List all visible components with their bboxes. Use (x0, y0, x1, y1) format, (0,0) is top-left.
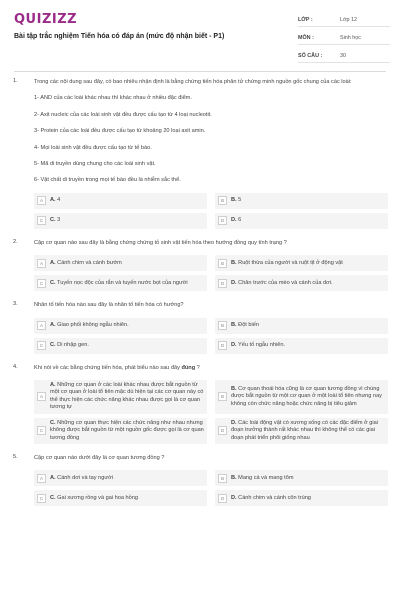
answer-option-c[interactable] (34, 275, 207, 291)
option-letter-box: A (37, 259, 46, 268)
answer-option-c[interactable] (34, 213, 207, 229)
option-value: Ruột thừa của người và ruột tịt ở động vật (238, 259, 343, 266)
option-text (231, 495, 385, 502)
option-label: A. (50, 259, 56, 266)
option-text (231, 342, 385, 349)
meta-key: LỚP : (298, 16, 313, 23)
answer-option-c[interactable] (34, 418, 207, 444)
option-label: C. (50, 419, 56, 426)
header-divider (14, 71, 386, 72)
option-letter-box: B (218, 392, 227, 401)
question-statement: 6- Vật chất di truyền trong mọi tế bào đều là nhiễm sắc thể. (34, 177, 181, 184)
option-value: Những cơ quan thực hiện các chức năng như nhau nhưng không được bắt nguồn từ một nguồn gốc được gọi là cơ quan tương đồng (50, 419, 204, 441)
answer-options (34, 193, 388, 229)
option-text (50, 475, 204, 482)
answer-option-a[interactable] (34, 470, 207, 486)
answer-option-b[interactable] (215, 255, 388, 271)
question-statement: 5- Mã di truyền dùng chung cho các loài sinh vật. (34, 161, 156, 168)
option-value: Giao phối không ngẫu nhiên. (57, 321, 129, 328)
option-text (50, 420, 204, 442)
question-text-part: ? (195, 364, 200, 371)
question-statement: 2- Axit nucleic của các loài sinh vật đều được cấu tạo từ 4 loại nucleotit. (34, 111, 212, 118)
option-letter-box: A (37, 474, 46, 483)
question-number: 1. (13, 78, 18, 84)
option-text (231, 420, 385, 442)
option-letter-box: A (37, 321, 46, 330)
question-statement: 3- Protein của các loài đều được cấu tạo từ khoảng 20 loại axit amin. (34, 128, 206, 135)
question-text: Trong các nội dung sau đây, có bao nhiêu nhận định là bằng chứng tiến hóa phân tử chứng minh nguồn gốc chung của các loài: (34, 79, 352, 85)
answer-option-b[interactable] (215, 318, 388, 334)
option-label: A. (50, 321, 56, 328)
answer-option-a[interactable] (34, 380, 207, 414)
option-text (231, 197, 385, 204)
answer-option-d[interactable] (215, 213, 388, 229)
option-text (231, 322, 385, 329)
question-text: Nhân tố tiến hóa nào sau đây là nhân tố tiến hóa có hướng? (34, 302, 184, 309)
question-emphasis: đúng (181, 364, 196, 371)
option-label: B. (231, 321, 237, 328)
answer-options (34, 470, 388, 506)
question-5 (0, 454, 400, 506)
question-number: 2. (13, 238, 18, 245)
meta-value: 30 (340, 52, 346, 59)
option-label: D. (231, 341, 237, 348)
meta-value: Lớp 12 (340, 16, 358, 23)
worksheet-header (0, 0, 400, 66)
option-value: Đột biến (238, 321, 259, 328)
option-value: Tuyến nọc độc của rắn và tuyến nước bọt của người (57, 279, 188, 286)
option-letter-box: C (37, 426, 46, 435)
option-label: C. (50, 341, 56, 348)
option-letter-box: C (37, 341, 46, 350)
option-letter-box: B (218, 474, 227, 483)
option-label: D. (231, 279, 237, 286)
option-value: Các loài động vật có xương sống có các đặc điểm ở giai đoạn trưởng thành rất khác nhau thì không thể có các giai đoạn phát triển phôi giống nhau (231, 419, 378, 441)
option-letter-box: A (37, 196, 46, 205)
answer-options (34, 255, 388, 291)
meta-row-class (298, 13, 390, 27)
option-text (231, 280, 385, 287)
answer-option-d[interactable] (215, 275, 388, 291)
option-text (50, 382, 204, 412)
option-value: Yếu tố ngẫu nhiên. (238, 341, 286, 348)
option-text (231, 260, 385, 267)
option-value: 6 (238, 217, 242, 224)
answer-options (34, 380, 388, 444)
option-letter-box: D (218, 216, 227, 225)
option-label: A. (50, 197, 56, 204)
meta-key: SỐ CÂU : (298, 52, 323, 59)
option-label: C. (50, 494, 56, 501)
option-text (50, 495, 204, 502)
option-letter-box: D (218, 494, 227, 503)
question-number: 4. (13, 363, 18, 370)
option-letter-box: C (37, 494, 46, 503)
option-text (50, 322, 204, 329)
option-value: Chân trước của mèo và cánh của dơi. (238, 279, 333, 286)
question-number: 5. (13, 453, 18, 460)
option-text (231, 475, 385, 482)
option-label: B. (231, 197, 237, 204)
question-2 (0, 239, 400, 291)
answer-option-b[interactable] (215, 470, 388, 486)
answer-option-d[interactable] (215, 490, 388, 506)
quizizz-logo[interactable]: QUIZIZZ (14, 12, 78, 27)
question-3 (0, 301, 400, 353)
option-letter-box: D (218, 341, 227, 350)
option-value: Cánh dơi và tay người (57, 474, 114, 481)
question-statement: 4- Mọi loài sinh vật đều được cấu tạo từ tế bào. (34, 144, 152, 151)
option-value: Cánh chim và cánh bướm (57, 259, 122, 266)
question-text-part: Khi nói về các bằng chứng tiến hóa, phát biểu nào sau đây (34, 364, 182, 371)
option-letter-box: B (218, 196, 227, 205)
meta-value: Sinh học (340, 34, 361, 41)
option-label: C. (50, 279, 56, 286)
question-1 (0, 78, 400, 229)
answer-option-b[interactable] (215, 380, 388, 414)
option-letter-box: C (37, 216, 46, 225)
question-text: Cặp cơ quan nào dưới đây là cơ quan tương đồng ? (34, 454, 165, 461)
option-value: 5 (238, 197, 242, 204)
option-value: 3 (57, 217, 61, 224)
option-label: B. (231, 474, 237, 481)
option-value: Cánh chim và cánh côn trùng (238, 494, 311, 501)
question-number: 3. (13, 301, 18, 308)
option-text (50, 197, 204, 204)
option-label: A. (50, 382, 56, 389)
question-text (34, 364, 388, 372)
answer-option-d[interactable] (215, 418, 388, 444)
option-text (231, 386, 385, 408)
answer-option-a[interactable] (34, 318, 207, 334)
page-title: Bài tập trắc nghiệm Tiến hóa có đáp án (mức độ nhận biết - P1) (14, 33, 225, 40)
option-letter-box: B (218, 321, 227, 330)
option-label: D. (231, 419, 237, 426)
option-label: D. (231, 217, 237, 224)
answer-option-b[interactable] (215, 193, 388, 209)
option-label: B. (231, 259, 237, 266)
option-value: Những cơ quan ở các loài khác nhau được bắt nguồn từ một cơ quan ở loài tổ tiên mặc dù hiện tại các cơ quan này có thể thực hiện các chức năng khác nhau được gọi là cơ quan tương tự (50, 382, 204, 411)
option-letter-box: A (37, 392, 46, 401)
option-label: D. (231, 494, 237, 501)
question-list (0, 78, 400, 516)
meta-row-count (298, 49, 390, 63)
option-label: B. (231, 385, 237, 392)
answer-options (34, 318, 388, 354)
worksheet-meta (298, 13, 390, 67)
option-text (231, 217, 385, 224)
question-text: Cặp cơ quan nào sau đây là bằng chứng chứng tỏ sinh vật tiến hóa theo hướng đồng quy tính trạng ? (34, 239, 287, 246)
option-value: Di nhập gen. (57, 341, 89, 348)
option-letter-box: B (218, 259, 227, 268)
meta-row-subject (298, 31, 390, 45)
option-value: Cơ quan thoái hóa cũng là cơ quan tương đồng vì chúng được bắt nguồn từ một cơ quan ở một loài tổ tiên nhưng nay không còn chức năng hoặc chức năng bị tiêu giảm (231, 385, 382, 407)
option-text (50, 280, 204, 287)
answer-option-a[interactable] (34, 193, 207, 209)
option-label: C. (50, 217, 56, 224)
option-letter-box: D (218, 426, 227, 435)
option-letter-box: C (37, 279, 46, 288)
meta-key: MÔN : (298, 34, 314, 41)
option-value: Mang cá và mang tôm (238, 474, 294, 481)
answer-option-c[interactable] (34, 338, 207, 354)
option-text (50, 217, 204, 224)
answer-option-c[interactable] (34, 490, 207, 506)
option-letter-box: D (218, 279, 227, 288)
question-statement: 1- AND của các loài khác nhau thì khác nhau ở nhiều đặc điểm. (34, 95, 192, 102)
option-label: A. (50, 474, 56, 481)
option-text (50, 260, 204, 267)
option-text (50, 342, 204, 349)
option-value: 4 (57, 197, 61, 204)
question-4 (0, 364, 400, 444)
option-value: Gai xương rồng và gai hoa hồng (57, 494, 138, 501)
answer-option-d[interactable] (215, 338, 388, 354)
answer-option-a[interactable] (34, 255, 207, 271)
